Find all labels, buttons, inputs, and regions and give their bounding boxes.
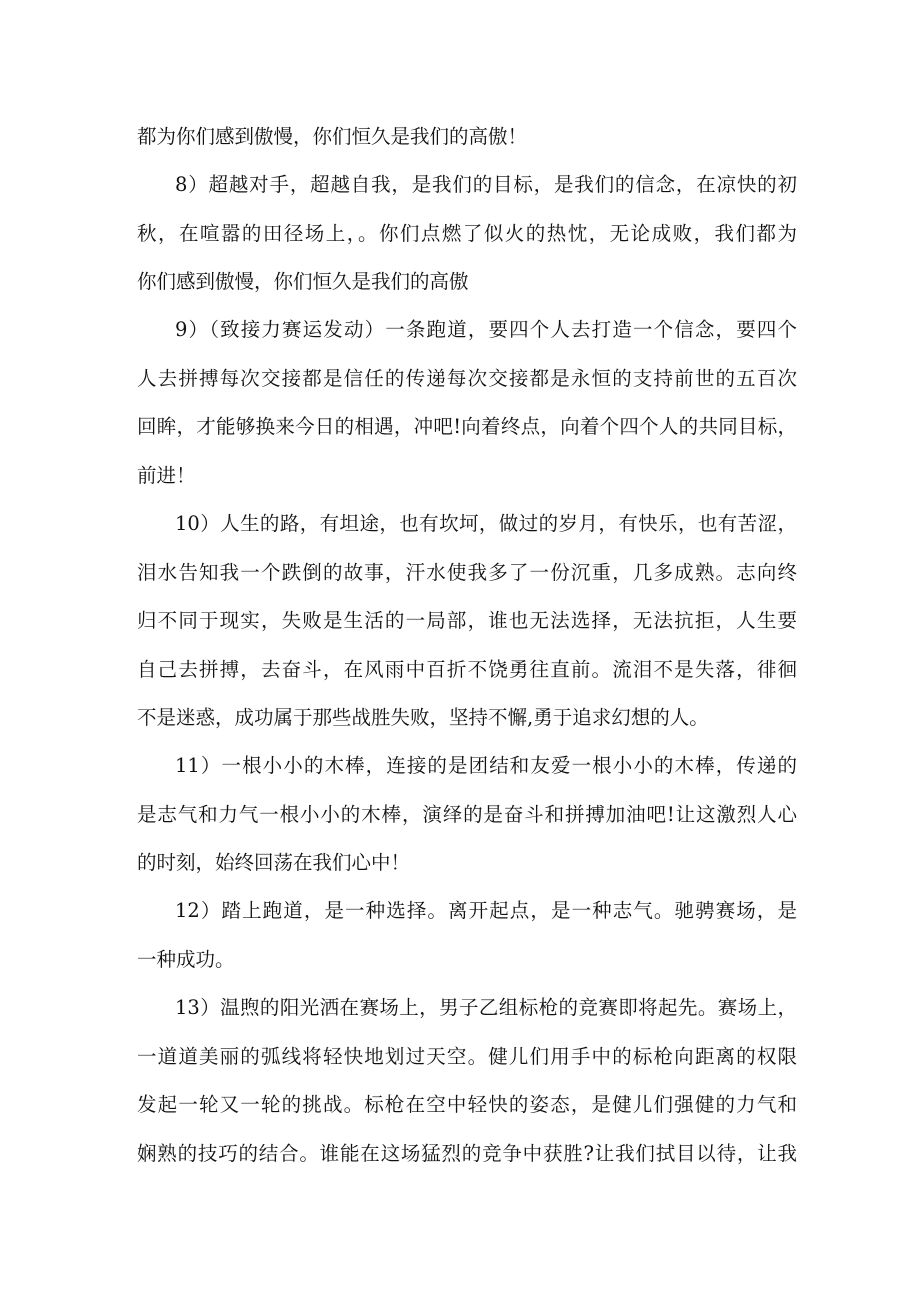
text-line: 10）人生的路，有坦途，也有坎坷，做过的岁月，有快乐，也有苦涩， [175, 512, 797, 535]
text-line: 9）（致接力赛运发动）一条跑道，要四个人去打造一个信念，要四个 [175, 318, 797, 341]
text-line: 一种成功。 [137, 947, 235, 971]
text-line: 都为你们感到傲慢，你们恒久是我们的高傲！ [137, 125, 528, 148]
text-line: 前进！ [137, 463, 196, 487]
text-line: 娴熟的技巧的结合。谁能在这场猛烈的竞争中获胜?让我们拭目以待，让我 [137, 1141, 797, 1165]
paragraph-8 [137, 161, 797, 307]
text-line: 的时刻，始终回荡在我们心中！ [137, 851, 411, 874]
paragraph-12 [137, 887, 797, 984]
text-line: 11）一根小小的木棒，连接的是团结和友爱一根小小的木棒，传递的 [175, 754, 797, 777]
text-line: 自己去拼搏，去奋斗，在风雨中百折不饶勇往直前。流泪不是失落，徘徊 [137, 657, 797, 681]
text-line: 是志气和力气一根小小的木棒，演绎的是奋斗和拼搏加油吧!让这激烈人心 [137, 802, 797, 826]
paragraph-9 [137, 306, 797, 500]
text-line: 12）踏上跑道，是一种选择。离开起点，是一种志气。驰骋赛场，是 [175, 899, 797, 922]
paragraph-continuation [137, 113, 797, 162]
text-line: 8）超越对手，超越自我，是我们的目标，是我们的信念，在凉快的初 [175, 173, 797, 196]
paragraph-11 [137, 742, 797, 888]
text-line: 不是迷惑，成功属于那些战胜失败，坚持不懈,勇于追求幻想的人。 [137, 706, 709, 729]
text-line: 归不同于现实，失败是生活的一局部，谁也无法选择，无法抗拒，人生要 [137, 609, 797, 632]
text-line: 你们感到傲慢，你们恒久是我们的高傲 [137, 270, 469, 293]
paragraph-13 [137, 984, 797, 1178]
text-line: 泪水告知我一个跌倒的故事，汗水使我多了一份沉重，几多成熟。志向终 [137, 560, 797, 584]
text-line: 一道道美丽的弧线将轻快地划过天空。健儿们用手中的标枪向距离的权限 [137, 1044, 797, 1068]
text-line: 回眸，才能够换来今日的相遇，冲吧!向着终点，向着个四个人的共同目标， [137, 415, 797, 438]
paragraph-10 [137, 500, 797, 743]
text-line: 人去拼搏每次交接都是信任的传递每次交接都是永恒的支持前世的五百次 [137, 366, 797, 390]
text-line: 秋，在喧嚣的田径场上，。你们点燃了似火的热忱，无论成败，我们都为 [137, 221, 797, 245]
text-line: 发起一轮又一轮的挑战。标枪在空中轻快的姿态，是健儿们强健的力气和 [137, 1093, 797, 1116]
text-line: 13）温煦的阳光洒在赛场上，男子乙组标枪的竞赛即将起先。赛场上， [175, 996, 797, 1019]
